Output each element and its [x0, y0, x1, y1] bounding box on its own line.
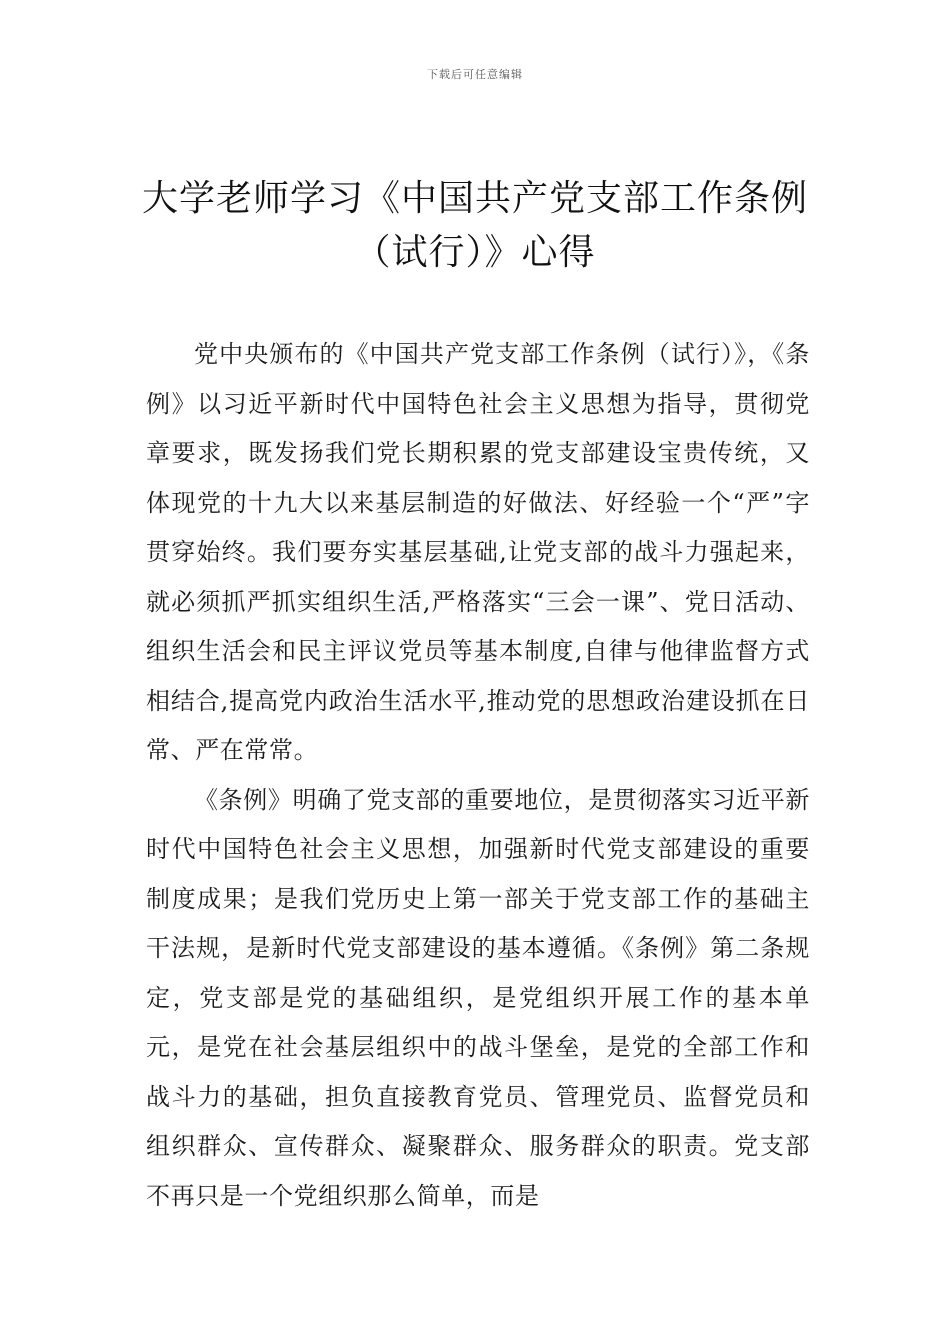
- document-body: [146, 330, 810, 1221]
- document-title: [120, 172, 830, 280]
- header-note: 下载后可任意编辑: [427, 68, 523, 81]
- title-line-1: 大学老师学习《中国共产党支部工作条例: [141, 178, 808, 219]
- title-line-2: （试行）》心得: [354, 232, 596, 273]
- paragraph-2: 《条例》明确了党支部的重要地位，是贯彻落实习近平新时代中国特色社会主义思想，加强新时代党支部建设的重要制度成果；是我们党历史上第一部关于党支部工作的基础主干法规，是新时代党支部建设的基本遵循。《条例》第二条规定，党支部是党的基础组织，是党组织开展工作的基本单元，是党在社会基层组织中的战斗堡垒，是党的全部工作和战斗力的基础，担负直接教育党员、管理党员、监督党员和组织群众、宣传群众、凝聚群众、服务群众的职责。党支部不再只是一个党组织那么简单，而是: [146, 785, 810, 1210]
- paragraph-1: 党中央颁布的《中国共产党支部工作条例（试行）》，《条例》以习近平新时代中国特色社会主义思想为指导，贯彻党章要求，既发扬我们党长期积累的党支部建设宝贵传统，又体现党的十九大以来基层制造的好做法、好经验一个“严”字贯穿始终。我们要夯实基层基础,让党支部的战斗力强起来，就必须抓严抓实组织生活,严格落实“三会一课”、党日活动、组织生活会和民主评议党员等基本制度,自律与他律监督方式相结合,提高党内政治生活水平,推动党的思想政治建设抓在日常、严在常常。: [146, 340, 810, 764]
